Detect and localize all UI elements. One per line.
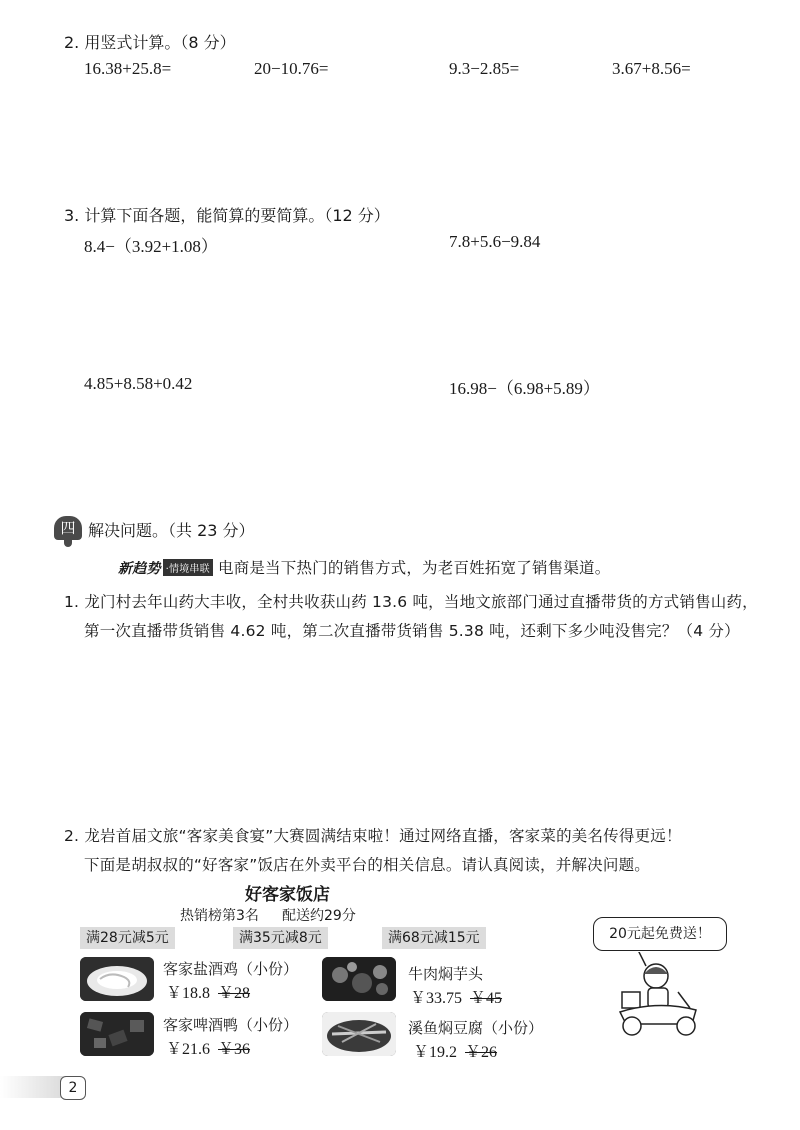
dish-price-2: [410, 985, 502, 1008]
promo-2: 满35元减8元: [233, 927, 328, 949]
dish-price-3: [166, 1036, 250, 1059]
trend-tag: 新趋势: [118, 561, 161, 577]
section-title: 解决问题。（共 23 分）: [88, 521, 255, 540]
dish-name-4: 溪鱼焖豆腐（小份）: [408, 1019, 544, 1037]
dish-price-1: [166, 980, 250, 1003]
page-number: 2: [60, 1076, 86, 1100]
promo-3: 满68元减15元: [382, 927, 486, 949]
dish-price-old-1: ￥28: [218, 985, 251, 1002]
delivery-rider-illustration: [608, 952, 708, 1044]
dish-image-beef-taro: [322, 957, 396, 1001]
promo-1: 满28元减5元: [80, 927, 175, 949]
shop-delivery: 配送约29分: [282, 908, 356, 924]
dish-image-fish-tofu: [322, 1012, 396, 1056]
p1-line1: 1. 龙门村去年山药大丰收，全村共收获山药 13.6 吨，当地文旅部门通过直播带货的方式销售山药，: [64, 593, 758, 611]
p2-line2: 下面是胡叔叔的“好客家”饭店在外卖平台的相关信息。请认真阅读，并解决问题。: [84, 856, 650, 874]
q3-item-1: 8.4−（3.92+1.08）: [84, 237, 218, 256]
section-badge: 四: [54, 516, 82, 540]
trend-intro: 电商是当下热门的销售方式，为老百姓拓宽了销售渠道。: [217, 559, 611, 577]
dish-price-current-2: ￥33.75: [410, 990, 463, 1007]
dish-price-4: [413, 1039, 497, 1062]
q3-item-4: 16.98−（6.98+5.89）: [449, 379, 600, 398]
q2-item-2: 20−10.76=: [254, 59, 329, 78]
q2-title: 2. 用竖式计算。（8 分）: [64, 33, 236, 52]
shop-rank: 热销榜第3名: [180, 908, 259, 924]
shop-name: 好客家饭店: [245, 885, 330, 905]
q3-item-3: 4.85+8.58+0.42: [84, 374, 193, 393]
dish-price-old-2: ￥45: [470, 990, 503, 1007]
dish-price-current-4: ￥19.2: [413, 1044, 458, 1061]
dish-image-beer-duck: [80, 1012, 154, 1056]
trend-tag-sub: ·情境串联: [163, 559, 213, 576]
dish-name-1: 客家盐酒鸡（小份）: [163, 960, 299, 978]
dish-price-old-3: ￥36: [218, 1041, 251, 1058]
p1-line2: 第一次直播带货销售 4.62 吨，第二次直播带货销售 5.38 吨，还剩下多少吨没售完？（4 分）: [84, 622, 740, 640]
q2-item-3: 9.3−2.85=: [449, 59, 520, 78]
p2-line1: 2. 龙岩首届文旅“客家美食宴”大赛圆满结束啦！通过网络直播，客家菜的美名传得更远！: [64, 827, 682, 845]
dish-name-2: 牛肉焖芋头: [408, 965, 484, 983]
q3-title: 3. 计算下面各题，能简算的要简算。（12 分）: [64, 206, 390, 225]
dish-price-current-3: ￥21.6: [166, 1041, 211, 1058]
dish-price-current-1: ￥18.8: [166, 985, 211, 1002]
dish-image-salt-chicken: [80, 957, 154, 1001]
q2-item-4: 3.67+8.56=: [612, 59, 691, 78]
q3-item-2: 7.8+5.6−9.84: [449, 232, 541, 251]
dish-price-old-4: ￥26: [465, 1044, 498, 1061]
q2-item-1: 16.38+25.8=: [84, 59, 172, 78]
dish-name-3: 客家啤酒鸭（小份）: [163, 1016, 299, 1034]
trend-line: [118, 556, 610, 578]
free-delivery-bubble: 20元起免费送！: [593, 917, 727, 951]
